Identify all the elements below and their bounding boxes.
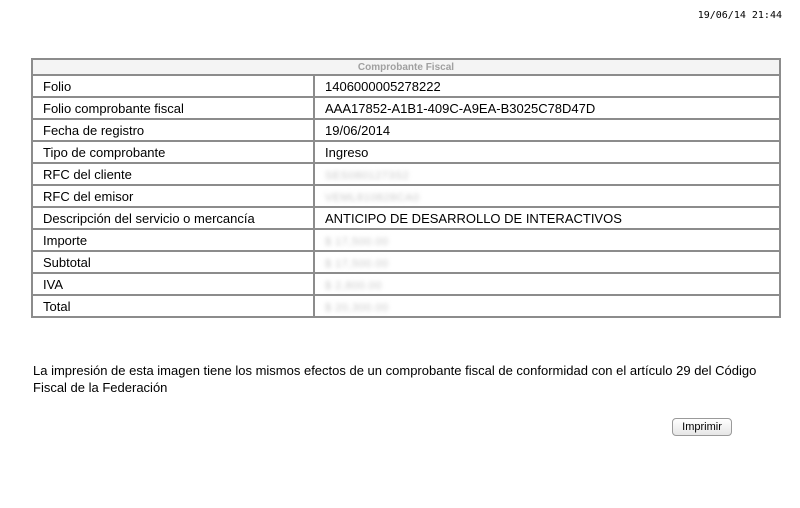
row-value	[314, 97, 780, 119]
value-text: 1406000005278222	[325, 78, 441, 94]
value-text: ANTICIPO DE DESARROLLO DE INTERACTIVOS	[325, 210, 622, 226]
table-row	[32, 141, 780, 163]
row-value	[314, 295, 780, 317]
row-value	[314, 75, 780, 97]
row-label: Importe	[32, 229, 314, 251]
redacted-value: $ 20,300.00	[325, 301, 389, 314]
table-header-row	[32, 59, 780, 75]
row-value	[314, 251, 780, 273]
redacted-value: $ 17,500.00	[325, 257, 389, 270]
row-label: Folio	[32, 75, 314, 97]
legal-disclaimer: La impresión de esta imagen tiene los mismos efectos de un comprobante fiscal de conformidad con el artículo 29 del Código Fiscal de la Federación	[33, 363, 757, 395]
row-value	[314, 229, 780, 251]
table-row	[32, 185, 780, 207]
row-label: Tipo de comprobante	[32, 141, 314, 163]
value-text: AAA17852-A1B1-409C-A9EA-B3025C78D47D	[325, 100, 596, 116]
row-label: Subtotal	[32, 251, 314, 273]
row-value	[314, 207, 780, 229]
timestamp: 19/06/14 21:44	[697, 10, 782, 21]
table-row	[32, 273, 780, 295]
receipt-table	[31, 58, 781, 318]
row-label: RFC del emisor	[32, 185, 314, 207]
table-title: Comprobante Fiscal	[32, 59, 780, 75]
print-button[interactable]: Imprimir	[672, 418, 732, 436]
redacted-value: $ 2,800.00	[325, 279, 382, 292]
value-text: 19/06/2014	[325, 122, 391, 138]
row-label: Folio comprobante fiscal	[32, 97, 314, 119]
row-label: IVA	[32, 273, 314, 295]
table-row	[32, 251, 780, 273]
table-row	[32, 97, 780, 119]
table-row	[32, 207, 780, 229]
row-value	[314, 185, 780, 207]
redacted-value: SES0801273S2	[325, 169, 410, 182]
row-label: Descripción del servicio o mercancía	[32, 207, 314, 229]
row-value	[314, 141, 780, 163]
value-text: Ingreso	[325, 144, 369, 160]
table-row	[32, 75, 780, 97]
table-row	[32, 229, 780, 251]
row-label: Fecha de registro	[32, 119, 314, 141]
table-row	[32, 119, 780, 141]
row-label: RFC del cliente	[32, 163, 314, 185]
redacted-value: VEML810828CA0	[325, 191, 420, 204]
row-label: Total	[32, 295, 314, 317]
redacted-value: $ 17,500.00	[325, 235, 389, 248]
row-value	[314, 163, 780, 185]
table-row	[32, 295, 780, 317]
table-row	[32, 163, 780, 185]
row-value	[314, 273, 780, 295]
row-value	[314, 119, 780, 141]
